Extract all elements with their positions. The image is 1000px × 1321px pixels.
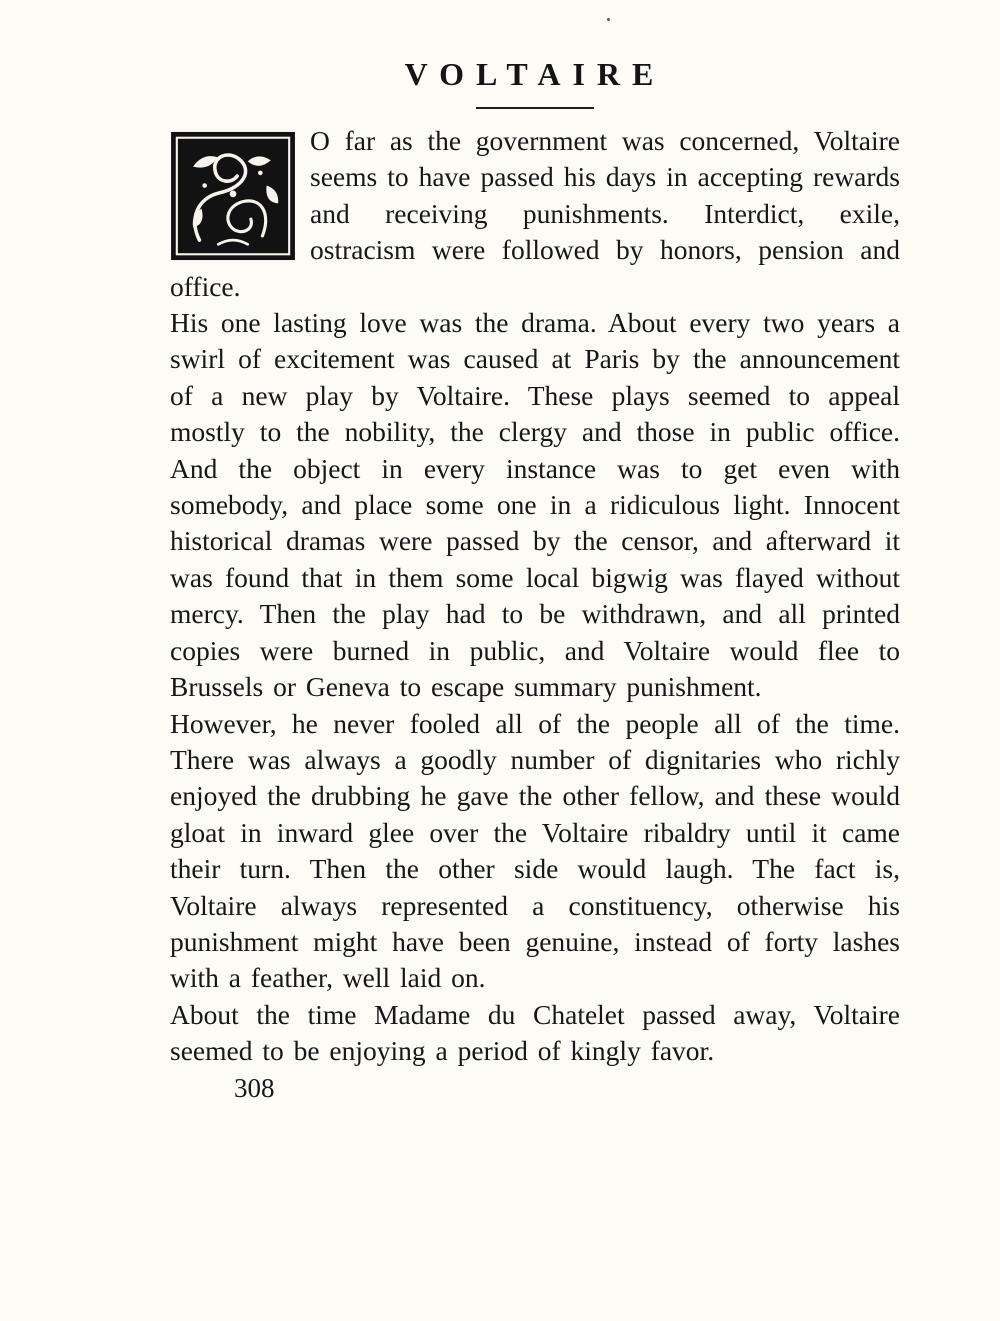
page-number: 308 — [234, 1072, 275, 1103]
paragraph-text: O far as the government was concerned, Voltaire seems to have passed his days in accepting rewards and receiving punishments. Interdict, exile, ostracism were followed by honors, pension and office. — [170, 125, 900, 302]
paragraph-text: His one lasting love was the drama. About every two years a swirl of excitement was caused at Paris by the announcement of a new play by Voltaire. These plays seemed to appeal mostly to the nobility, the clergy and those in public office. And the object in every instance was to get even with somebody, and place some one in a ridiculous light. Innocent historical dramas were passed by the censor, and afterward it was found that in them some local bigwig was flayed without mercy. Then the play had to be withdrawn, and all printed copies were burned in public, and Voltaire would flee to Brussels or Geneva to escape summary punishment. — [170, 307, 900, 703]
paragraph — [170, 706, 900, 997]
ornamental-initial-icon — [170, 129, 296, 263]
body-text — [170, 123, 900, 1070]
page-title: VOLTAIRE — [404, 56, 666, 92]
paragraph — [170, 305, 900, 705]
scan-artifact-dot — [607, 18, 610, 21]
paragraph — [170, 123, 900, 305]
title-rule — [476, 107, 594, 109]
paragraph-text: However, he never fooled all of the people all of the time. There was always a goodly number of dignitaries who richly enjoyed the drubbing he gave the other fellow, and these would gloat in inward glee over the Voltaire ribaldry until it came their turn. Then the other side would laugh. The fact is, Voltaire always represented a constituency, otherwise his punishment might have been genuine, instead of forty lashes with a feather, well laid on. — [170, 707, 900, 994]
paragraph-text: About the time Madame du Chatelet passed away, Voltaire seemed to be enjoying a period of kingly favor. — [170, 998, 900, 1067]
paragraph — [170, 997, 900, 1070]
